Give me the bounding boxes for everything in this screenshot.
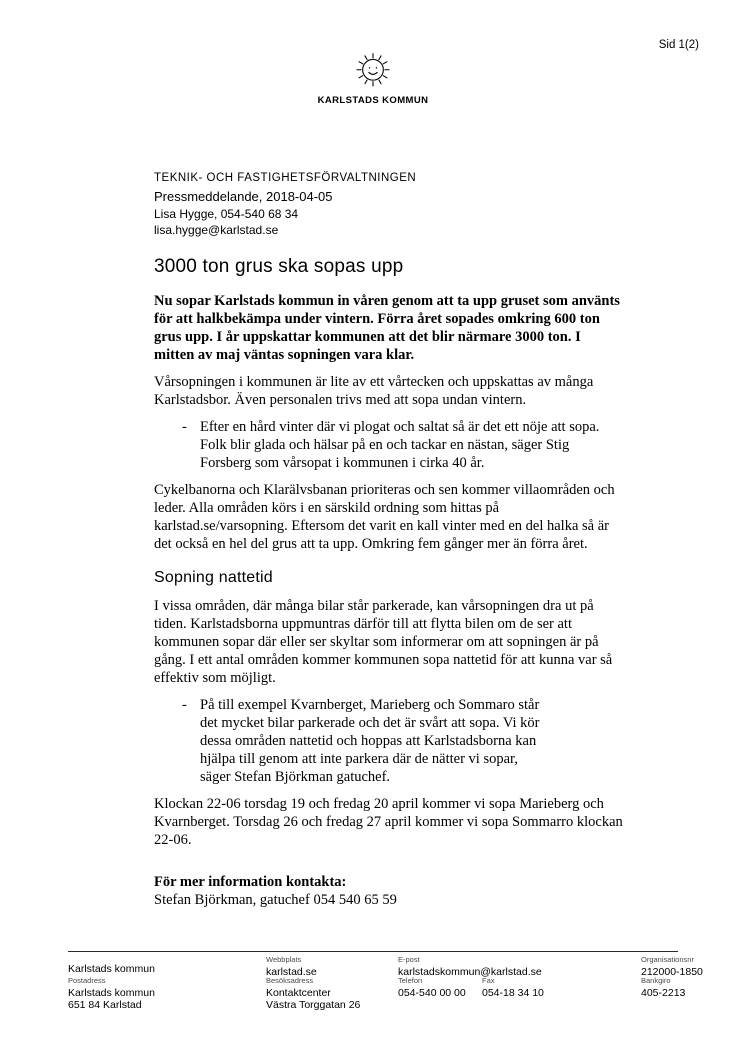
doc-type-date: Pressmeddelande, 2018-04-05 bbox=[154, 189, 333, 204]
footer-visit-label: Besöksadress bbox=[266, 976, 314, 985]
department-name: TEKNIK- OCH FASTIGHETSFÖRVALTNINGEN bbox=[154, 172, 417, 184]
page-number: Sid 1(2) bbox=[658, 39, 699, 51]
footer-org-name bbox=[68, 963, 155, 976]
footer-email-label: E-post bbox=[398, 955, 420, 964]
quote-2-text: På till exempel Kvarnberget, Marieberg och Sommaro står det mycket bilar parkerade och det är svårt att sopa. Vi kör dessa områden nattetid och hoppas att Karlstadsborna kan hjälpa till genom att inte parkera där de nätter vi sopar, säger Stefan Björkman gatuchef. bbox=[200, 697, 540, 785]
press-contact-name-phone: Lisa Hygge, 054-540 68 34 bbox=[154, 207, 299, 221]
footer-postal-line1: Karlstads kommun bbox=[68, 986, 155, 999]
logo-block bbox=[0, 46, 746, 106]
paragraph-1: Vårsopningen i kommunen är lite av ett vårtecken och uppskattas av många Karlstadsbor. Även personalen trivs med att sopa undan vintern. bbox=[154, 374, 594, 408]
lead-paragraph: Nu sopar Karlstads kommun in våren genom att ta upp gruset som använts för att halkbekämpa under vintern. Förra året sopades omkring 600 ton grus upp. I år uppskattar kommunen att det blir närmare 3000 ton. I mitten av maj väntas sopningen vara klar. bbox=[154, 293, 620, 363]
footer-phone bbox=[398, 976, 466, 999]
footer-visit-line1: Kontaktcenter bbox=[266, 986, 331, 999]
footer-orgnr bbox=[641, 955, 703, 978]
article-body bbox=[154, 258, 624, 909]
footer-bankgiro-label: Bankgiro bbox=[641, 976, 671, 985]
document-header bbox=[154, 172, 416, 239]
quote-dash: - bbox=[182, 697, 187, 713]
footer-visit-line2: Västra Torggatan 26 bbox=[266, 999, 361, 1011]
paragraph-4: Klockan 22-06 torsdag 19 och fredag 20 april kommer vi sopa Marieberg och Kvarnberget. Torsdag 26 och fredag 27 april kommer vi sopa Sommarro klockan 22-06. bbox=[154, 796, 623, 848]
footer-visit-address bbox=[266, 976, 360, 1012]
footer-postal-label: Postadress bbox=[68, 976, 106, 985]
footer-postal-address bbox=[68, 976, 155, 1012]
footer-orgnr-value: 212000-1850 bbox=[641, 965, 703, 978]
footer-orgnr-label: Organisationsnr bbox=[641, 955, 694, 964]
footer-website bbox=[266, 955, 317, 978]
quote-2 bbox=[154, 696, 624, 786]
footer-email-value: karlstadskommun@karlstad.se bbox=[398, 965, 542, 978]
footer-website-label: Webbplats bbox=[266, 955, 302, 964]
quote-dash: - bbox=[182, 419, 187, 435]
footer-phone-value: 054-540 00 00 bbox=[398, 986, 466, 999]
footer-bankgiro-value: 405-2213 bbox=[641, 986, 686, 999]
logo-org-name: KARLSTADS KOMMUN bbox=[317, 95, 429, 106]
more-info-contact: Stefan Björkman, gatuchef 054 540 65 59 bbox=[154, 892, 397, 908]
footer-website-value: karlstad.se bbox=[266, 965, 317, 978]
footer bbox=[0, 955, 746, 1025]
section-heading-night-sweeping: Sopning nattetid bbox=[154, 569, 273, 586]
quote-1-text: Efter en hård vinter där vi plogat och saltat så är det ett nöje att sopa. Folk blir glada och hälsar på en och tackar en nästan, säger Stig Forsberg som vårsopat i kommunen i cirka 40 år. bbox=[200, 419, 600, 471]
press-contact-email: lisa.hygge@karlstad.se bbox=[154, 223, 279, 237]
footer-email bbox=[398, 955, 542, 978]
paragraph-2: Cykelbanorna och Klarälvsbanan prioriteras och sen kommer villaområden och leder. Alla områden körs i en särskild ordning som hittas på karlstad.se/varsopning. Eftersom det varit en kall vinter med en del halka så är det också en hel del grus att ta upp. Omkring fem gånger mer än förra året. bbox=[154, 482, 615, 552]
paragraph-3: I vissa områden, där många bilar står parkerade, kan vårsopningen dra ut på tiden. Karlstadsborna uppmuntras därför till att flytta bilen om de ser att kommunen sopar där eller ser skyltar som informerar om att sopningen är på gång. I ett antal områden kommer kommunen sopa nattetid för att kunna var så effektiv som möjligt. bbox=[154, 598, 613, 686]
quote-1 bbox=[154, 418, 624, 472]
footer-org-name-value: Karlstads kommun bbox=[68, 963, 155, 975]
footer-fax-label: Fax bbox=[482, 976, 495, 985]
article-title: 3000 ton grus ska sopas upp bbox=[154, 256, 404, 277]
footer-fax-value: 054-18 34 10 bbox=[482, 986, 544, 999]
footer-divider bbox=[68, 951, 678, 952]
sun-logo-icon bbox=[350, 46, 396, 92]
footer-bankgiro bbox=[641, 976, 685, 999]
footer-phone-label: Telefon bbox=[398, 976, 423, 985]
more-info-heading: För mer information kontakta: bbox=[154, 874, 347, 890]
footer-fax bbox=[482, 976, 544, 999]
footer-postal-line2: 651 84 Karlstad bbox=[68, 999, 142, 1011]
